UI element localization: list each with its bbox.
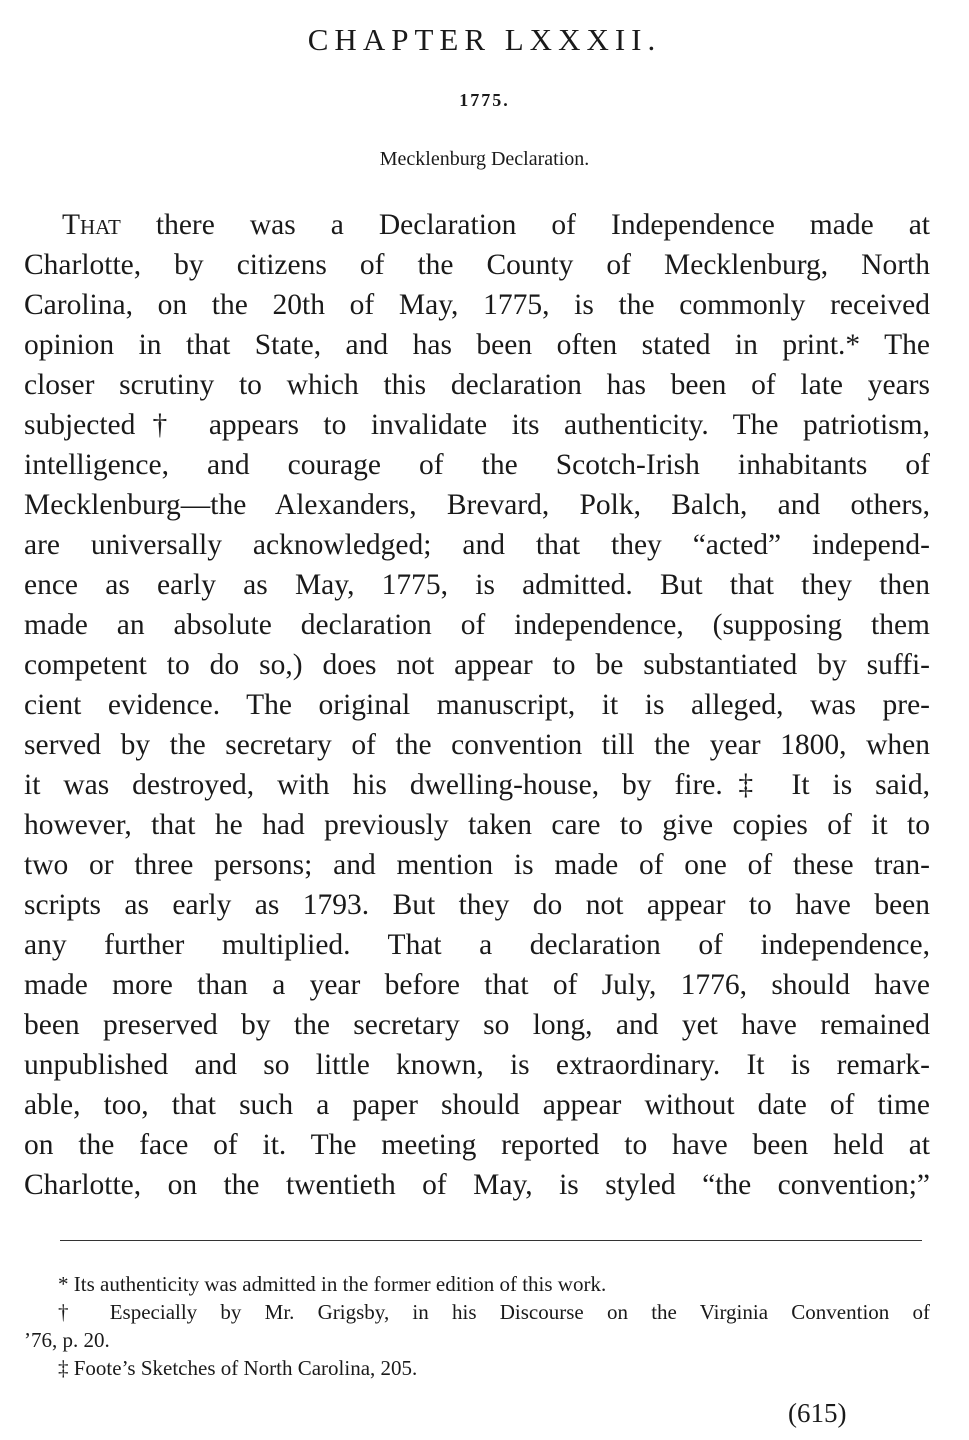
footnote-1: * Its authenticity was admitted in the former edition of this work. [58,1272,607,1296]
text-line: Charlotte, by citizens of the County of Mecklenburg, North [24,249,930,281]
page-number: (615) [788,1398,847,1428]
footnotes [24,1270,930,1382]
chapter-year: 1775. [459,90,510,110]
text-line: any further multiplied. That a declaration of independence, [24,929,930,961]
footnote-2-line-2: ’76, p. 20. [24,1328,110,1352]
text-line: Charlotte, on the twentieth of May, is styled “the convention;” [24,1169,930,1201]
footnote-divider [60,1240,922,1241]
text-line: made more than a year before that of July, 1776, should have [24,969,930,1001]
footnote-2-line-1: † Especially by Mr. Grigsby, in his Discourse on the Virginia Convention of [58,1300,930,1324]
text-line: subjected† appears to invalidate its authenticity. The patriotism, [24,409,930,441]
text-line-content: there was a Declaration of Independence made at [120,209,930,241]
chapter-subtitle: Mecklenburg Declaration. [379,148,590,170]
text-line: ence as early as May, 1775, is admitted. But that they then [24,569,930,601]
text-line: scripts as early as 1793. But they do not appear to have been [24,889,930,921]
text-line: unpublished and so little known, is extraordinary. It is remark- [24,1049,930,1081]
text-line: two or three persons; and mention is made of one of these tran- [24,849,930,881]
text-line: able, too, that such a paper should appear without date of time [24,1089,930,1121]
text-line: been preserved by the secretary so long, and yet have remained [24,1009,930,1041]
body-text [24,205,930,1205]
text-line [24,205,930,245]
lead-word: That [62,209,121,241]
text-line: on the face of it. The meeting reported to have been held at [24,1129,930,1161]
text-line: Mecklenburg—the Alexanders, Brevard, Polk, Balch, and others, [24,489,930,521]
text-line: cient evidence. The original manuscript, it is alleged, was pre- [24,689,930,721]
text-line: Carolina, on the 20th of May, 1775, is the commonly received [24,289,930,321]
text-line: served by the secretary of the convention till the year 1800, when [24,729,930,761]
text-line: however, that he had previously taken care to give copies of it to [24,809,930,841]
text-line: made an absolute declaration of independence, (supposing them [24,609,930,641]
text-line: competent to do so,) does not appear to be substantiated by suffi- [24,649,930,681]
text-line: closer scrutiny to which this declaration has been of late years [24,369,930,401]
text-line: opinion in that State, and has been often stated in print.* The [24,329,930,361]
chapter-title: CHAPTER LXXXII. [307,22,662,57]
text-line: intelligence, and courage of the Scotch-Irish inhabitants of [24,449,930,481]
text-line: it was destroyed, with his dwelling-house, by fire.‡ It is said, [24,769,930,801]
text-line: are universally acknowledged; and that they “acted” independ- [24,529,930,561]
footnote-3: ‡ Foote’s Sketches of North Carolina, 205. [58,1356,418,1380]
